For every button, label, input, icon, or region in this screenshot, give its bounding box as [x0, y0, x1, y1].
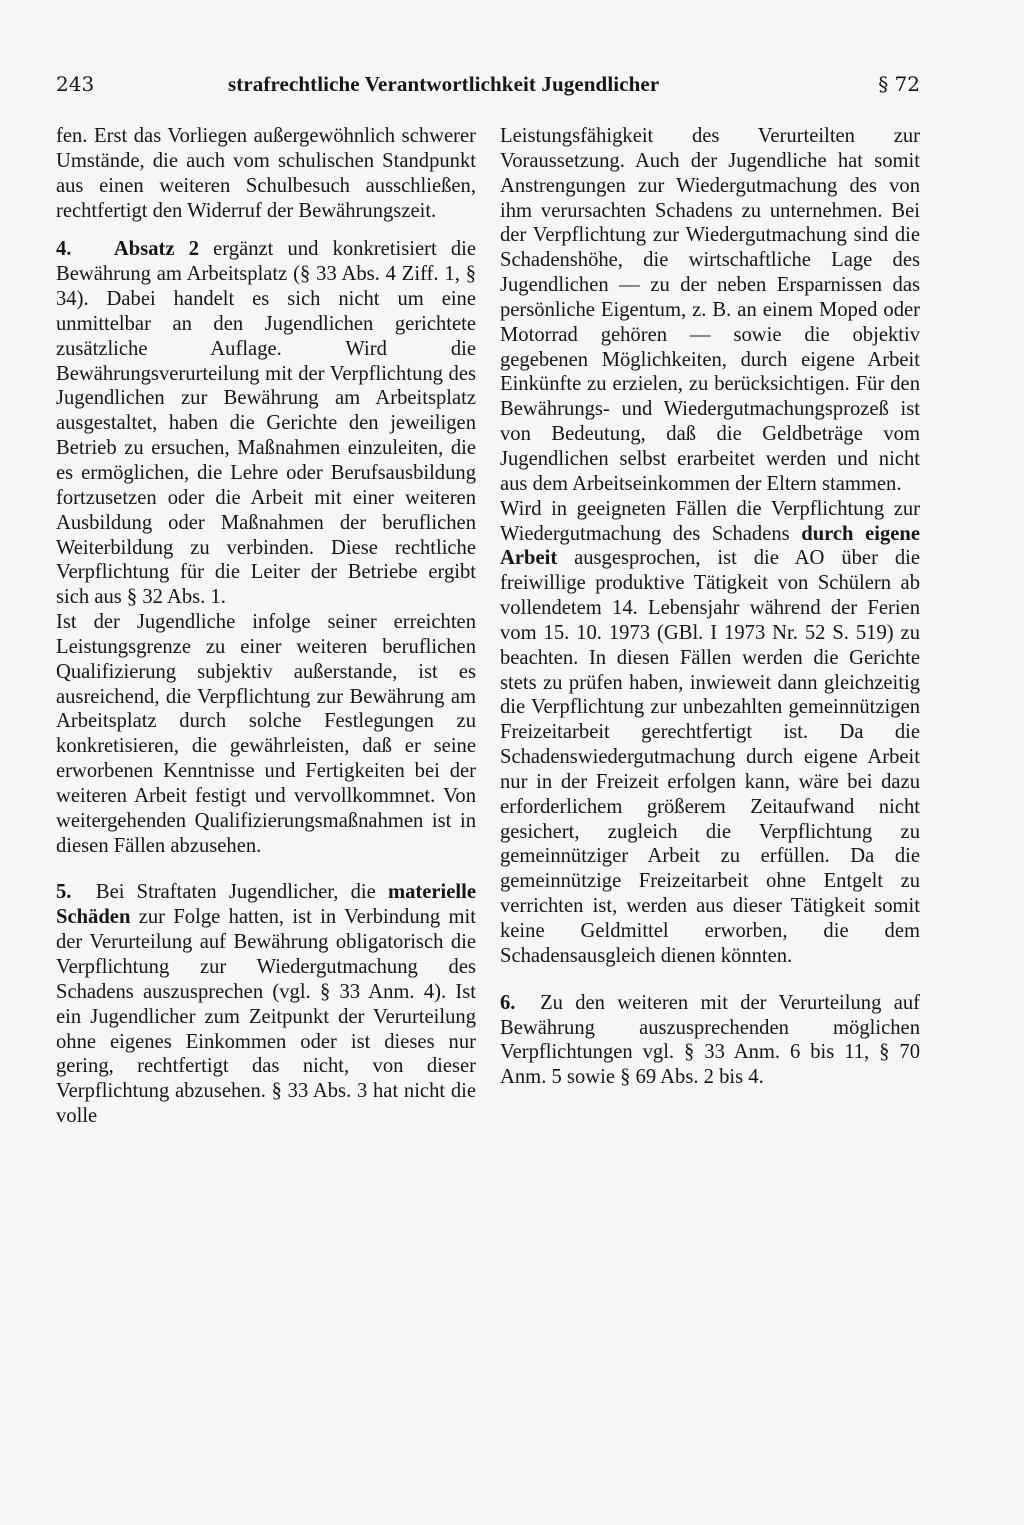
page-number: 243	[56, 72, 95, 96]
emphasis-text: materielle Schäden	[56, 881, 476, 929]
paragraph-text: Wird in geeigneten Fällen die Verpflichtung zur Wiedergutmachung des Schadens	[500, 497, 920, 545]
paragraph-text: Ist der Jugendliche infolge seiner erreichten Leistungsgrenze zu einer weiteren beruflichen Qualifizierung subjektiv außerstande, ist es ausreichend, die Verpflichtung zur Bewährung am Arbeitsplatz durch solche Festlegungen zu konkretisieren, die gewährleisten, daß er seine erworbenen Kenntnisse und Fertigkeiten bei der weiteren Arbeit festigt und vervollkommnet. Von weitergehenden Qualifizierungsmaßnahmen ist in diesen Fällen abzusehen.	[56, 611, 476, 857]
paragraph-continuation	[500, 124, 920, 497]
paragraph-text: fen. Erst das Vorliegen außergewöhnlich schwerer Umstände, die auch vom schulischen Standpunkt aus einen weiteren Schulbesuch ausschließen, rechtfertigt den Widerruf der Bewährungszeit.	[56, 125, 476, 222]
paragraph-text: zur Folge hatten, ist in Verbindung mit der Verurteilung auf Bewährung obligatorisch die Verpflichtung zur Wiedergutmachung des Schadens auszusprechen (vgl. § 33 Anm. 4). Ist ein Jugendlicher zum Zeitpunkt der Verurteilung ohne eigenes Einkommen oder ist dieses nur gering, rechtfertigt das nicht, von dieser Verpflichtung abzusehen. § 33 Abs. 3 hat nicht die volle	[56, 906, 476, 1128]
paragraph	[500, 497, 920, 969]
section-marker: § 72	[878, 72, 920, 96]
paragraph-text: Bei Straftaten Jugendlicher, die	[83, 881, 388, 904]
paragraph-note-6	[500, 991, 920, 1090]
emphasis-text: durch eigene Arbeit	[500, 522, 920, 570]
page-header	[56, 72, 924, 106]
paragraph	[56, 610, 476, 858]
paragraph-note-4	[56, 237, 476, 610]
paragraph-continuation	[56, 124, 476, 223]
note-number: 4.	[56, 238, 72, 261]
paragraph-note-5	[56, 880, 476, 1128]
note-number: 5.	[56, 881, 72, 904]
paragraph-text: Leistungsfähigkeit des Verurteilten zur Voraussetzung. Auch der Jugendliche hat somit Anstrengungen zur Wiedergutmachung des von ihm verursachten Schadens zu unternehmen. Bei der Verpflichtung zur Wiedergutmachung sind die Schadenshöhe, die wirtschaftliche Lage des Jugendlichen — zu der neben Ersparnissen das persönliche Eigentum, z. B. an einem Moped oder Motorrad gehören — sowie die objektiv gegebenen Möglichkeiten, durch eigene Arbeit Einkünfte zu erzielen, zu berücksichtigen. Für den Bewährungs- und Wiedergutmachungsprozeß ist von Bedeutung, daß die Geldbeträge vom Jugendlichen selbst erarbeitet werden und nicht aus dem Arbeitseinkommen der Eltern stammen.	[500, 125, 920, 495]
left-column	[56, 124, 476, 1129]
emphasis-text: Absatz 2	[113, 238, 200, 261]
right-column	[500, 124, 920, 1090]
paragraph-text: Zu den weiteren mit der Verurteilung auf Bewährung auszusprechenden möglichen Verpflichtungen vgl. § 33 Anm. 6 bis 11, § 70 Anm. 5 sowie § 69 Abs. 2 bis 4.	[500, 991, 920, 1089]
running-title: strafrechtliche Verantwortlichkeit Jugendlicher	[228, 72, 660, 96]
paragraph-text: ergänzt und konkretisiert die Bewährung am Arbeitsplatz (§ 33 Abs. 4 Ziff. 1, § 34). Dabei handelt es sich nicht um eine unmittelbar an den Jugendlichen gerichtete zusätzliche Auflage. Wird die Bewährungsverurteilung mit der Verpflichtung des Jugendlichen zur Bewährung am Arbeitsplatz ausgestaltet, haben die Gerichte den jeweiligen Betrieb zu ersuchen, Maßnahmen einzuleiten, die es ermöglichen, die Lehre oder Berufsausbildung fortzusetzen oder die Arbeit mit einer weiteren Ausbildung oder Maßnahmen der beruflichen Weiterbildung zu verbinden. Diese rechtliche Verpflichtung für die Leiter der Betriebe ergibt sich aus § 32 Abs. 1.	[56, 238, 476, 609]
paragraph-text: ausgesprochen, ist die AO über die freiwillige produktive Tätigkeit von Schülern ab vollendetem 14. Lebensjahr während der Ferien vom 15. 10. 1973 (GBl. I 1973 Nr. 52 S. 519) zu beachten. In diesen Fällen werden die Gerichte stets zu prüfen haben, inwieweit dann gleichzeitig die Verpflichtung zur unbezahlten gemeinnützigen Freizeitarbeit gerechtfertigt ist. Da die Schadenswiedergutmachung durch eigene Arbeit nur in der Freizeit erfolgen kann, wäre bei dazu erforderlichem größerem Zeitaufwand nicht gesichert, zugleich die Verpflichtung zu gemeinnütziger Arbeit zu erfüllen. Da die gemeinnützige Freizeitarbeit ohne Entgelt zu verrichten ist, werden aus dieser Tätigkeit somit keine Geldmittel erworben, die dem Schadensausgleich dienen könnten.	[500, 547, 920, 967]
note-number: 6.	[500, 991, 516, 1014]
